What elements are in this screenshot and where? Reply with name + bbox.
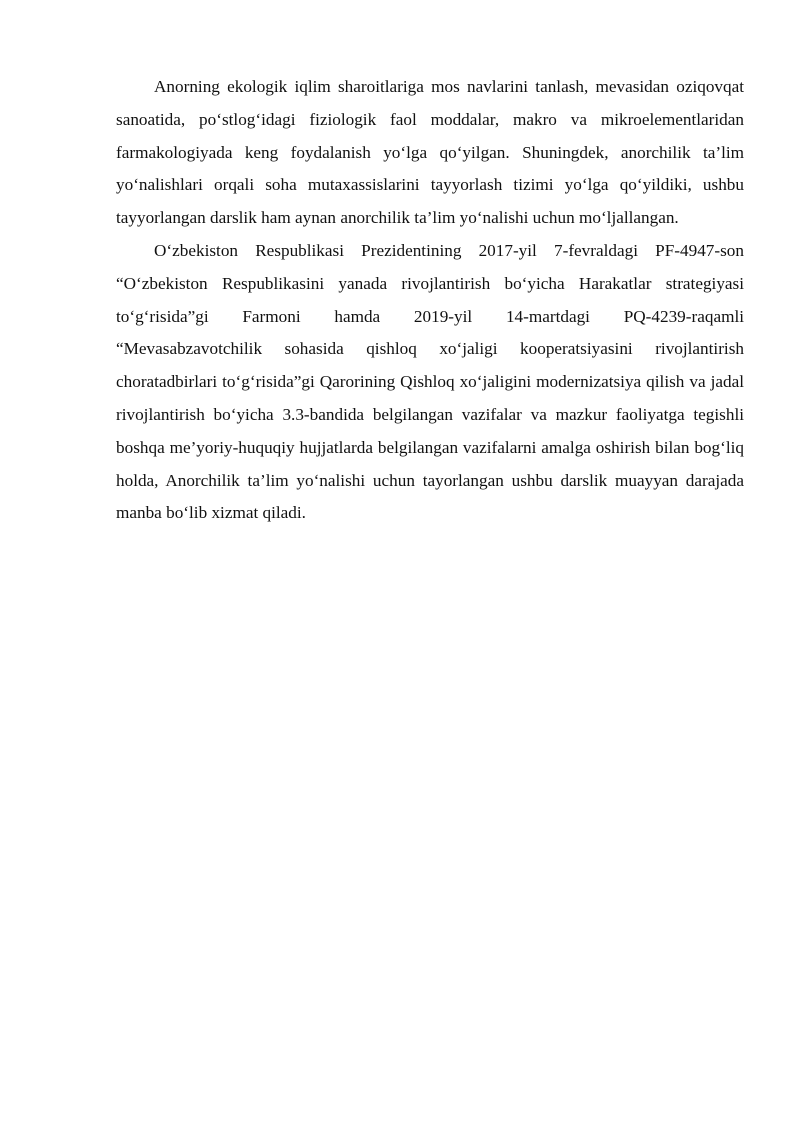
paragraph-pomegranate-usage: Anorning ekologik iqlim sharoitlariga mos navlarini tanlash, mevasidan oziqovqat sanoatida, po‘stlog‘idagi fiziologik faol moddalar, makro va mikroelementlaridan farmakologiyada keng foydalanish yo‘lga qo‘yilgan. Shuningdek, anorchilik ta’lim yo‘nalishlari orqali soha mutaxassislarini tayyorlash tizimi yo‘lga qo‘yildiki, ushbu tayyorlangan darslik ham aynan anorchilik ta’lim yo‘nalishi uchun mo‘ljallangan. [116,77,744,228]
document-page [116,71,744,530]
paragraph-legal-basis: O‘zbekiston Respublikasi Prezidentining 2017-yil 7-fevraldagi PF-4947-son “O‘zbekiston Respublikasini yanada rivojlantirish bo‘yicha Harakatlar strategiyasi to‘g‘risida”gi Farmoni hamda 2019-yil 14-martdagi PQ-4239-raqamli “Mevasabzavotchilik sohasida qishloq xo‘jaligi kooperatsiyasini rivojlantirish choratadbirlari to‘g‘risida”gi Qarorining Qishloq xo‘jaligini modernizatsiya qilish va jadal rivojlantirish bo‘yicha 3.3-bandida belgilangan vazifalar va mazkur faoliyatga tegishli boshqa me’yoriy-huquqiy hujjatlarda belgilangan vazifalarni amalga oshirish bilan bog‘liq holda, Anorchilik ta’lim yo‘nalishi uchun tayorlangan ushbu darslik muayyan darajada manba bo‘lib xizmat qiladi. [116,240,744,523]
